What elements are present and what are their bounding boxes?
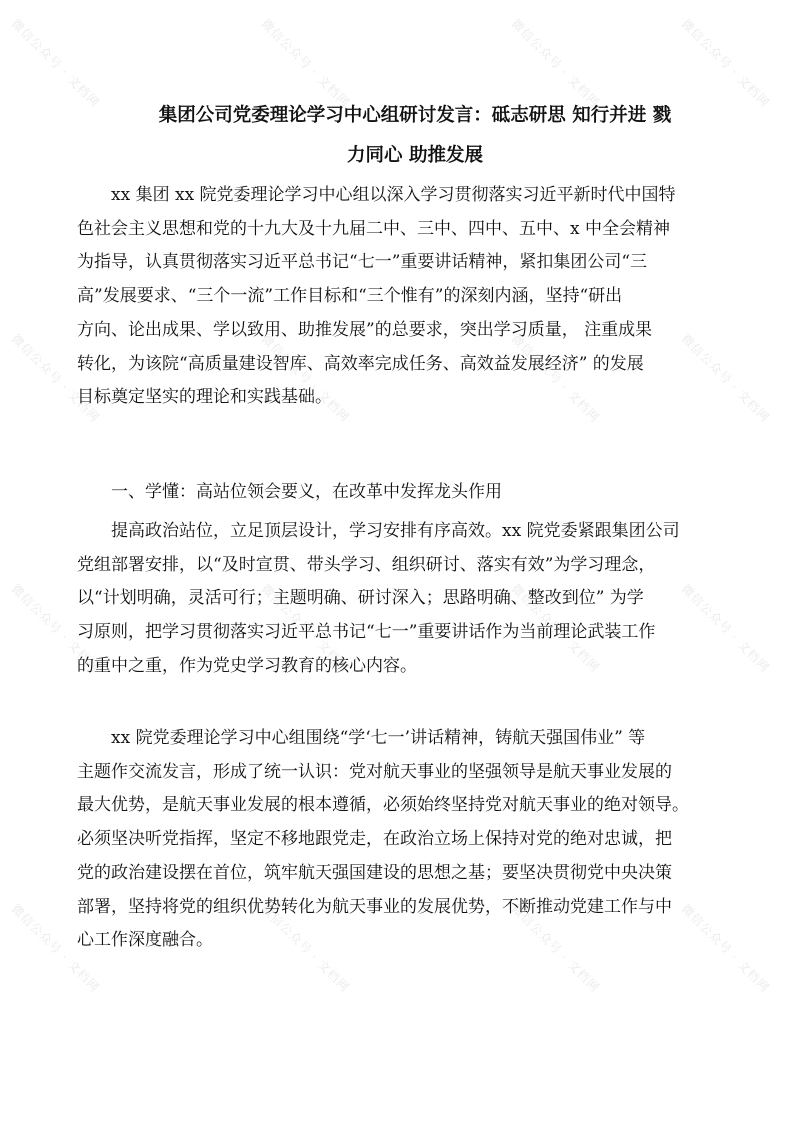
text-line: 色社会主义思想和党的十九大及十九届二中、三中、四中、五中、x 中全会精神 [77,218,670,239]
text-line: 转化，为该院“高质量建设智库、高效率完成任务、高效益发展经济” 的发展 [77,353,644,374]
watermark: 微信公众号 · 文档网 [258,901,353,996]
title-line: 集团公司党委理论学习中心组研讨发言：砥志研思 知行并进 戮 [158,105,672,126]
text-line: 以“计划明确，灵活可行；主题明确、研讨深入；思路明确、整改到位” 为学 [77,588,644,609]
watermark: 微信公众号 · 文档网 [258,331,353,426]
text-line: 提高政治站位，立足顶层设计，学习安排有序高效。xx 院党委紧跟集团公司 [77,521,680,541]
text-line: 主题作交流发言，形成了统一认识：党对航天事业的坚强领导是航天事业发展的 [77,761,672,782]
watermark: 微信公众号 · 文档网 [258,581,353,676]
watermark: 微信公众号 · 文档网 [678,901,773,996]
text-line: 为指导，认真贯彻落实习近平总书记“七一”重要讲话精神，紧扣集团公司“三 [77,252,648,273]
text-line: 的重中之重，作为党史学习教育的核心内容。 [77,655,417,676]
text-line: xx 集团 xx 院党委理论学习中心组以深入学习贯彻落实习近平新时代中国特 [77,185,676,205]
section-heading [77,476,719,510]
body-paragraph [77,515,719,684]
watermark: 微信公众号 · 文档网 [678,581,773,676]
watermark: 微信公众号 · 文档网 [8,16,103,111]
watermark: 微信公众号 · 文档网 [258,16,353,111]
watermark: 微信公众号 · 文档网 [8,581,103,676]
text-line: 习原则，把学习贯彻落实习近平总书记“七一”重要讲话作为当前理论武装工作 [77,622,656,643]
watermark: 微信公众号 · 文档网 [8,331,103,426]
watermark: 微信公众号 · 文档网 [508,331,603,426]
document-title [95,96,735,176]
text-line: 党组部署安排，以“及时宣贯、带头学习、组织研讨、落实有效”为学习理念， [77,554,656,575]
text-line: 高”发展要求、“三个一流”工作目标和“三个惟有”的深刻内涵，坚持“研出 [77,286,623,307]
watermark: 微信公众号 · 文档网 [508,901,603,996]
watermark: 微信公众号 · 文档网 [8,901,103,996]
text-line: 心工作深度融合。 [77,930,213,951]
text-line: xx 院党委理论学习中心组围绕“学‘七一’讲话精神，铸航天强国伟业” 等 [77,728,646,748]
watermark: 微信公众号 · 文档网 [508,581,603,676]
watermark: 微信公众号 · 文档网 [678,16,773,111]
text-line: 方向、论出成果、学以致用、助推发展”的总要求，突出学习质量， 注重成果 [77,319,653,340]
title-line: 力同心 助推发展 [347,145,483,166]
body-paragraph [77,179,719,415]
watermark: 微信公众号 · 文档网 [678,331,773,426]
body-paragraph [77,722,719,958]
text-line: 必须坚决听党指挥，坚定不移地跟党走，在政治立场上保持对党的绝对忠诚，把 [77,829,672,850]
text-line: 一、学懂：高站位领会要义，在改革中发挥龙头作用 [77,482,502,502]
text-line: 部署，坚持将党的组织优势转化为航天事业的发展优势，不断推动党建工作与中 [77,896,672,917]
watermark: 微信公众号 · 文档网 [508,16,603,111]
text-line: 目标奠定坚实的理论和实践基础。 [77,387,332,408]
text-line: 党的政治建设摆在首位，筑牢航天强国建设的思想之基；要坚决贯彻党中央决策 [77,862,672,883]
text-line: 最大优势，是航天事业发展的根本遵循，必须始终坚持党对航天事业的绝对领导。 [77,795,689,816]
